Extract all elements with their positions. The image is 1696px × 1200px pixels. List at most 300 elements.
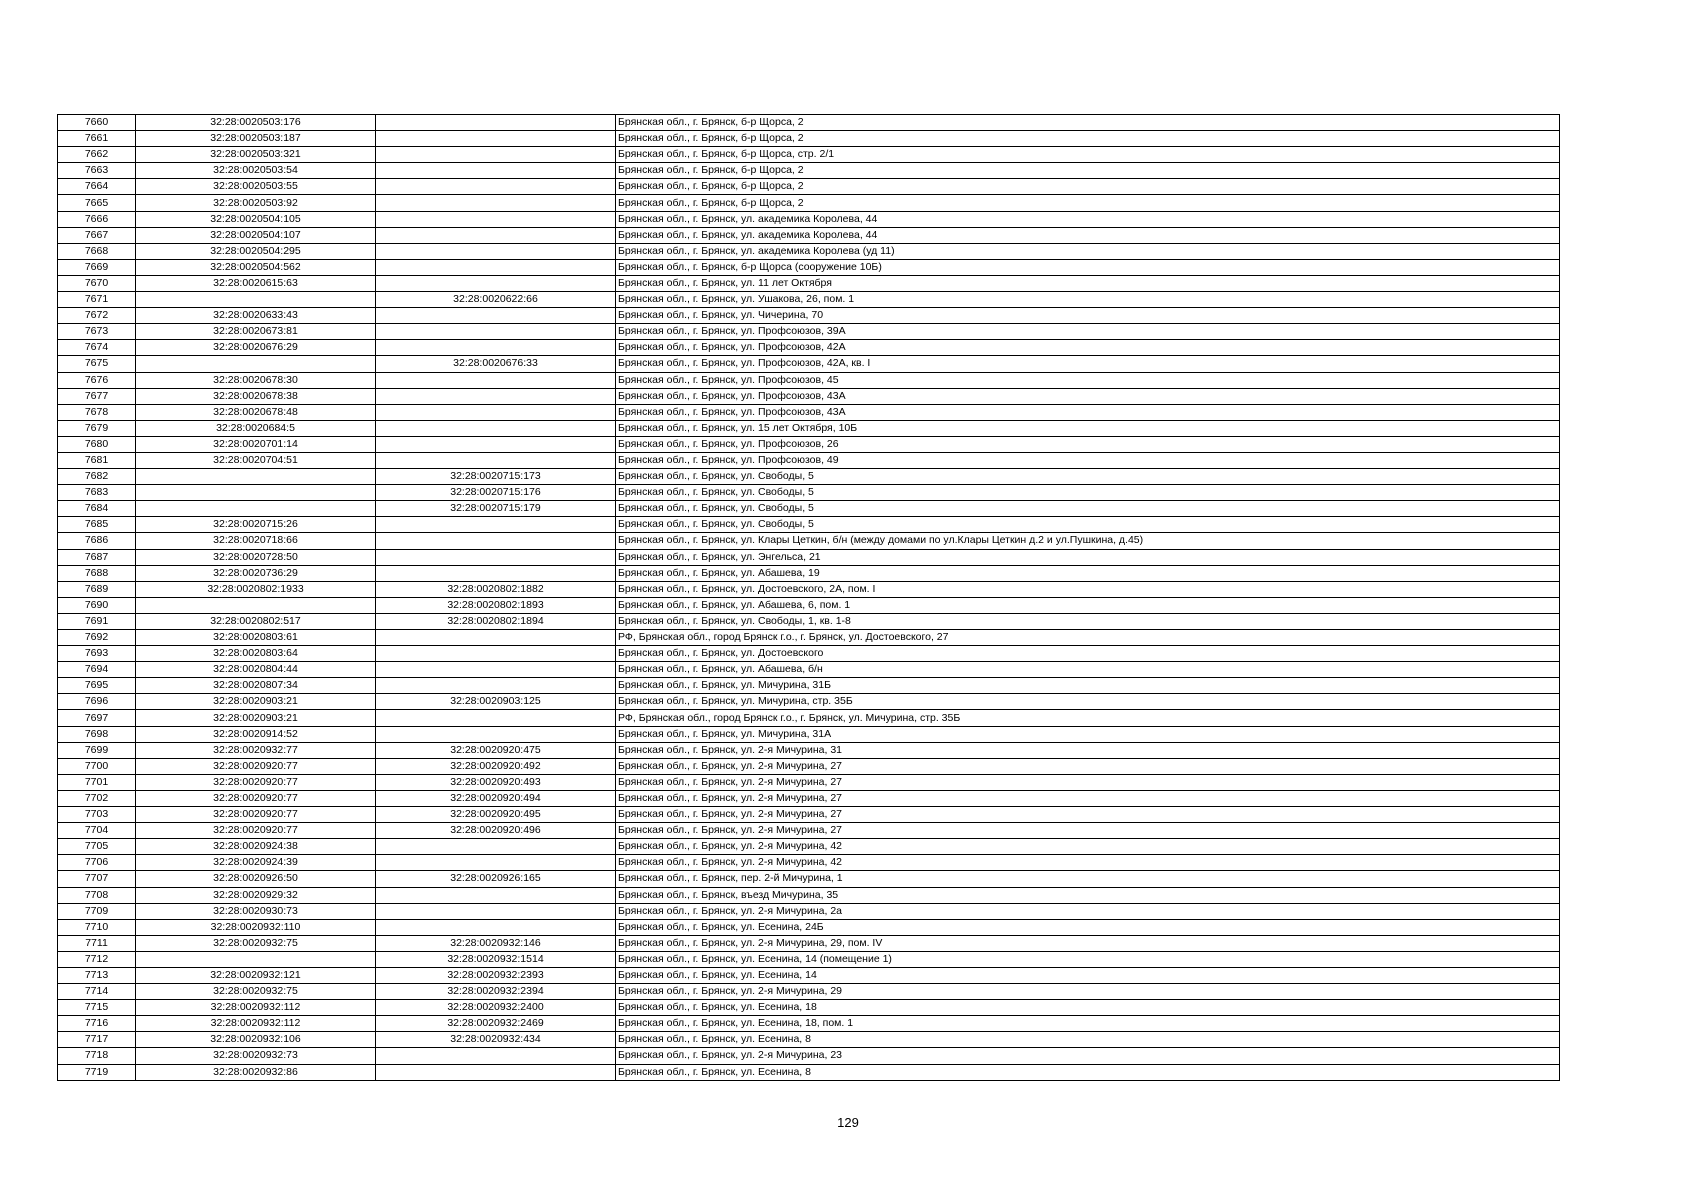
row-number-cell: 7671 [58, 292, 136, 308]
land-cadastral-number-cell: 32:28:0020807:34 [136, 678, 376, 694]
land-cadastral-number-cell: 32:28:0020728:50 [136, 549, 376, 565]
row-number-cell: 7695 [58, 678, 136, 694]
address-cell: Брянская обл., г. Брянск, ул. Энгельса, 21 [616, 549, 1560, 565]
row-number-cell: 7699 [58, 742, 136, 758]
table-row [58, 340, 1560, 356]
table-row [58, 1000, 1560, 1016]
row-number-cell: 7689 [58, 581, 136, 597]
table-row [58, 420, 1560, 436]
address-cell: Брянская обл., г. Брянск, ул. 2-я Мичурина, 27 [616, 807, 1560, 823]
table-row [58, 613, 1560, 629]
table-row [58, 195, 1560, 211]
row-number-cell: 7672 [58, 308, 136, 324]
land-cadastral-number-cell: 32:28:0020503:176 [136, 115, 376, 131]
row-number-cell: 7663 [58, 163, 136, 179]
table-row [58, 678, 1560, 694]
land-cadastral-number-cell: 32:28:0020804:44 [136, 662, 376, 678]
address-cell: Брянская обл., г. Брянск, ул. Достоевского [616, 646, 1560, 662]
row-number-cell: 7713 [58, 967, 136, 983]
land-cadastral-number-cell [136, 292, 376, 308]
building-cadastral-number-cell: 32:28:0020920:495 [376, 807, 616, 823]
building-cadastral-number-cell [376, 533, 616, 549]
table-row [58, 887, 1560, 903]
address-cell: Брянская обл., г. Брянск, б-р Щорса, 2 [616, 163, 1560, 179]
land-cadastral-number-cell [136, 597, 376, 613]
address-cell: Брянская обл., г. Брянск, ул. Свободы, 5 [616, 517, 1560, 533]
building-cadastral-number-cell [376, 308, 616, 324]
land-cadastral-number-cell [136, 951, 376, 967]
address-cell: Брянская обл., г. Брянск, ул. Профсоюзов, 43А [616, 404, 1560, 420]
building-cadastral-number-cell: 32:28:0020920:493 [376, 774, 616, 790]
land-cadastral-number-cell: 32:28:0020503:55 [136, 179, 376, 195]
land-cadastral-number-cell [136, 485, 376, 501]
building-cadastral-number-cell [376, 259, 616, 275]
table-row [58, 227, 1560, 243]
land-cadastral-number-cell: 32:28:0020932:112 [136, 1016, 376, 1032]
row-number-cell: 7664 [58, 179, 136, 195]
table-row [58, 501, 1560, 517]
land-cadastral-number-cell: 32:28:0020615:63 [136, 275, 376, 291]
address-cell: Брянская обл., г. Брянск, ул. 2-я Мичурина, 42 [616, 839, 1560, 855]
row-number-cell: 7687 [58, 549, 136, 565]
row-number-cell: 7706 [58, 855, 136, 871]
table-row [58, 533, 1560, 549]
address-cell: Брянская обл., г. Брянск, ул. Мичурина, стр. 35Б [616, 694, 1560, 710]
page-number: 129 [837, 1115, 859, 1130]
address-cell: Брянская обл., г. Брянск, ул. 2-я Мичурина, 23 [616, 1048, 1560, 1064]
land-cadastral-number-cell: 32:28:0020930:73 [136, 903, 376, 919]
building-cadastral-number-cell: 32:28:0020932:146 [376, 935, 616, 951]
table-row [58, 275, 1560, 291]
address-cell: Брянская обл., г. Брянск, ул. 2-я Мичурина, 2а [616, 903, 1560, 919]
row-number-cell: 7719 [58, 1064, 136, 1080]
table-row [58, 259, 1560, 275]
address-cell: Брянская обл., г. Брянск, ул. Есенина, 14 [616, 967, 1560, 983]
building-cadastral-number-cell: 32:28:0020715:173 [376, 469, 616, 485]
registry-table [57, 114, 1560, 1081]
row-number-cell: 7712 [58, 951, 136, 967]
address-cell: Брянская обл., г. Брянск, ул. Профсоюзов, 26 [616, 436, 1560, 452]
table-row [58, 839, 1560, 855]
table-row [58, 662, 1560, 678]
land-cadastral-number-cell [136, 356, 376, 372]
land-cadastral-number-cell: 32:28:0020684:5 [136, 420, 376, 436]
row-number-cell: 7705 [58, 839, 136, 855]
land-cadastral-number-cell: 32:28:0020678:38 [136, 388, 376, 404]
land-cadastral-number-cell: 32:28:0020803:64 [136, 646, 376, 662]
row-number-cell: 7707 [58, 871, 136, 887]
row-number-cell: 7691 [58, 613, 136, 629]
building-cadastral-number-cell [376, 646, 616, 662]
table-row [58, 115, 1560, 131]
table-row [58, 807, 1560, 823]
row-number-cell: 7684 [58, 501, 136, 517]
land-cadastral-number-cell: 32:28:0020920:77 [136, 790, 376, 806]
land-cadastral-number-cell: 32:28:0020932:86 [136, 1064, 376, 1080]
row-number-cell: 7693 [58, 646, 136, 662]
row-number-cell: 7710 [58, 919, 136, 935]
table-row [58, 935, 1560, 951]
address-cell: Брянская обл., г. Брянск, ул. 15 лет Октября, 10Б [616, 420, 1560, 436]
building-cadastral-number-cell [376, 1064, 616, 1080]
land-cadastral-number-cell: 32:28:0020932:106 [136, 1032, 376, 1048]
address-cell: РФ, Брянская обл., город Брянск г.о., г. Брянск, ул. Мичурина, стр. 35Б [616, 710, 1560, 726]
table-row [58, 388, 1560, 404]
table-row [58, 517, 1560, 533]
land-cadastral-number-cell: 32:28:0020932:75 [136, 984, 376, 1000]
building-cadastral-number-cell: 32:28:0020802:1893 [376, 597, 616, 613]
table-row [58, 243, 1560, 259]
address-cell: Брянская обл., г. Брянск, ул. 2-я Мичурина, 29, пом. IV [616, 935, 1560, 951]
row-number-cell: 7690 [58, 597, 136, 613]
building-cadastral-number-cell: 32:28:0020932:2469 [376, 1016, 616, 1032]
land-cadastral-number-cell: 32:28:0020926:50 [136, 871, 376, 887]
address-cell: Брянская обл., г. Брянск, ул. Профсоюзов, 39А [616, 324, 1560, 340]
building-cadastral-number-cell: 32:28:0020932:1514 [376, 951, 616, 967]
address-cell: Брянская обл., г. Брянск, ул. академика Королева, 44 [616, 227, 1560, 243]
building-cadastral-number-cell [376, 372, 616, 388]
address-cell: Брянская обл., г. Брянск, ул. 2-я Мичурина, 27 [616, 758, 1560, 774]
building-cadastral-number-cell: 32:28:0020715:179 [376, 501, 616, 517]
row-number-cell: 7677 [58, 388, 136, 404]
building-cadastral-number-cell [376, 710, 616, 726]
row-number-cell: 7676 [58, 372, 136, 388]
row-number-cell: 7716 [58, 1016, 136, 1032]
address-cell: Брянская обл., г. Брянск, ул. Абашева, 19 [616, 565, 1560, 581]
land-cadastral-number-cell: 32:28:0020673:81 [136, 324, 376, 340]
building-cadastral-number-cell [376, 517, 616, 533]
row-number-cell: 7673 [58, 324, 136, 340]
row-number-cell: 7688 [58, 565, 136, 581]
land-cadastral-number-cell: 32:28:0020802:1933 [136, 581, 376, 597]
row-number-cell: 7661 [58, 131, 136, 147]
table-row [58, 131, 1560, 147]
row-number-cell: 7686 [58, 533, 136, 549]
land-cadastral-number-cell: 32:28:0020932:121 [136, 967, 376, 983]
address-cell: Брянская обл., г. Брянск, пер. 2-й Мичурина, 1 [616, 871, 1560, 887]
land-cadastral-number-cell: 32:28:0020503:187 [136, 131, 376, 147]
land-cadastral-number-cell: 32:28:0020503:54 [136, 163, 376, 179]
row-number-cell: 7711 [58, 935, 136, 951]
table-row [58, 308, 1560, 324]
land-cadastral-number-cell: 32:28:0020504:105 [136, 211, 376, 227]
row-number-cell: 7678 [58, 404, 136, 420]
row-number-cell: 7715 [58, 1000, 136, 1016]
row-number-cell: 7704 [58, 823, 136, 839]
table-row [58, 549, 1560, 565]
building-cadastral-number-cell: 32:28:0020932:2400 [376, 1000, 616, 1016]
building-cadastral-number-cell [376, 147, 616, 163]
building-cadastral-number-cell [376, 565, 616, 581]
table-row [58, 485, 1560, 501]
address-cell: Брянская обл., г. Брянск, ул. Есенина, 18, пом. 1 [616, 1016, 1560, 1032]
land-cadastral-number-cell: 32:28:0020920:77 [136, 758, 376, 774]
land-cadastral-number-cell: 32:28:0020932:75 [136, 935, 376, 951]
row-number-cell: 7660 [58, 115, 136, 131]
land-cadastral-number-cell: 32:28:0020924:38 [136, 839, 376, 855]
row-number-cell: 7718 [58, 1048, 136, 1064]
land-cadastral-number-cell: 32:28:0020929:32 [136, 887, 376, 903]
address-cell: Брянская обл., г. Брянск, ул. Есенина, 18 [616, 1000, 1560, 1016]
address-cell: Брянская обл., г. Брянск, ул. Профсоюзов, 49 [616, 452, 1560, 468]
building-cadastral-number-cell [376, 179, 616, 195]
row-number-cell: 7667 [58, 227, 136, 243]
address-cell: Брянская обл., г. Брянск, ул. Абашева, 6, пом. 1 [616, 597, 1560, 613]
building-cadastral-number-cell [376, 1048, 616, 1064]
building-cadastral-number-cell: 32:28:0020802:1894 [376, 613, 616, 629]
address-cell: Брянская обл., г. Брянск, ул. 11 лет Октября [616, 275, 1560, 291]
building-cadastral-number-cell [376, 404, 616, 420]
address-cell: Брянская обл., г. Брянск, ул. Свободы, 1, кв. 1-8 [616, 613, 1560, 629]
table-row [58, 469, 1560, 485]
building-cadastral-number-cell [376, 436, 616, 452]
row-number-cell: 7702 [58, 790, 136, 806]
row-number-cell: 7675 [58, 356, 136, 372]
building-cadastral-number-cell [376, 388, 616, 404]
address-cell: Брянская обл., г. Брянск, ул. Свободы, 5 [616, 485, 1560, 501]
land-cadastral-number-cell: 32:28:0020736:29 [136, 565, 376, 581]
building-cadastral-number-cell: 32:28:0020676:33 [376, 356, 616, 372]
building-cadastral-number-cell [376, 420, 616, 436]
building-cadastral-number-cell [376, 115, 616, 131]
building-cadastral-number-cell: 32:28:0020920:494 [376, 790, 616, 806]
land-cadastral-number-cell: 32:28:0020914:52 [136, 726, 376, 742]
address-cell: Брянская обл., г. Брянск, б-р Щорса, стр. 2/1 [616, 147, 1560, 163]
address-cell: Брянская обл., г. Брянск, ул. 2-я Мичурина, 31 [616, 742, 1560, 758]
table-row [58, 951, 1560, 967]
row-number-cell: 7696 [58, 694, 136, 710]
building-cadastral-number-cell: 32:28:0020926:165 [376, 871, 616, 887]
table-row [58, 630, 1560, 646]
table-row [58, 292, 1560, 308]
table-row [58, 742, 1560, 758]
address-cell: Брянская обл., г. Брянск, ул. Мичурина, 31А [616, 726, 1560, 742]
address-cell: Брянская обл., г. Брянск, ул. Есенина, 8 [616, 1032, 1560, 1048]
address-cell: Брянская обл., г. Брянск, б-р Щорса (сооружение 10Б) [616, 259, 1560, 275]
building-cadastral-number-cell: 32:28:0020903:125 [376, 694, 616, 710]
address-cell: Брянская обл., г. Брянск, въезд Мичурина, 35 [616, 887, 1560, 903]
building-cadastral-number-cell [376, 163, 616, 179]
row-number-cell: 7682 [58, 469, 136, 485]
building-cadastral-number-cell [376, 903, 616, 919]
table-row [58, 356, 1560, 372]
building-cadastral-number-cell [376, 549, 616, 565]
address-cell: Брянская обл., г. Брянск, ул. Мичурина, 31Б [616, 678, 1560, 694]
building-cadastral-number-cell: 32:28:0020932:2394 [376, 984, 616, 1000]
row-number-cell: 7708 [58, 887, 136, 903]
building-cadastral-number-cell [376, 726, 616, 742]
row-number-cell: 7701 [58, 774, 136, 790]
land-cadastral-number-cell: 32:28:0020920:77 [136, 823, 376, 839]
row-number-cell: 7692 [58, 630, 136, 646]
address-cell: Брянская обл., г. Брянск, ул. Профсоюзов, 43А [616, 388, 1560, 404]
table-row [58, 774, 1560, 790]
address-cell: Брянская обл., г. Брянск, ул. Свободы, 5 [616, 501, 1560, 517]
building-cadastral-number-cell [376, 919, 616, 935]
table-row [58, 871, 1560, 887]
address-cell: Брянская обл., г. Брянск, ул. 2-я Мичурина, 29 [616, 984, 1560, 1000]
address-cell: Брянская обл., г. Брянск, ул. Профсоюзов, 42А [616, 340, 1560, 356]
address-cell: Брянская обл., г. Брянск, ул. Есенина, 8 [616, 1064, 1560, 1080]
land-cadastral-number-cell: 32:28:0020903:21 [136, 710, 376, 726]
table-row [58, 324, 1560, 340]
address-cell: Брянская обл., г. Брянск, ул. Абашева, б/н [616, 662, 1560, 678]
table-row [58, 790, 1560, 806]
address-cell: Брянская обл., г. Брянск, б-р Щорса, 2 [616, 131, 1560, 147]
address-cell: Брянская обл., г. Брянск, ул. Чичерина, 70 [616, 308, 1560, 324]
building-cadastral-number-cell: 32:28:0020715:176 [376, 485, 616, 501]
land-cadastral-number-cell: 32:28:0020932:110 [136, 919, 376, 935]
row-number-cell: 7703 [58, 807, 136, 823]
address-cell: Брянская обл., г. Брянск, ул. Достоевского, 2А, пом. I [616, 581, 1560, 597]
land-cadastral-number-cell: 32:28:0020802:517 [136, 613, 376, 629]
row-number-cell: 7698 [58, 726, 136, 742]
building-cadastral-number-cell: 32:28:0020802:1882 [376, 581, 616, 597]
row-number-cell: 7662 [58, 147, 136, 163]
address-cell: Брянская обл., г. Брянск, ул. Профсоюзов, 45 [616, 372, 1560, 388]
table-row [58, 903, 1560, 919]
building-cadastral-number-cell [376, 195, 616, 211]
land-cadastral-number-cell: 32:28:0020503:92 [136, 195, 376, 211]
table-row [58, 147, 1560, 163]
building-cadastral-number-cell: 32:28:0020920:492 [376, 758, 616, 774]
table-row [58, 597, 1560, 613]
land-cadastral-number-cell: 32:28:0020715:26 [136, 517, 376, 533]
land-cadastral-number-cell: 32:28:0020504:107 [136, 227, 376, 243]
land-cadastral-number-cell: 32:28:0020718:66 [136, 533, 376, 549]
land-cadastral-number-cell [136, 501, 376, 517]
row-number-cell: 7669 [58, 259, 136, 275]
table-row [58, 1048, 1560, 1064]
address-cell: Брянская обл., г. Брянск, ул. 2-я Мичурина, 27 [616, 774, 1560, 790]
building-cadastral-number-cell [376, 211, 616, 227]
land-cadastral-number-cell: 32:28:0020932:77 [136, 742, 376, 758]
address-cell: Брянская обл., г. Брянск, ул. 2-я Мичурина, 27 [616, 823, 1560, 839]
row-number-cell: 7679 [58, 420, 136, 436]
building-cadastral-number-cell [376, 340, 616, 356]
row-number-cell: 7717 [58, 1032, 136, 1048]
row-number-cell: 7700 [58, 758, 136, 774]
row-number-cell: 7670 [58, 275, 136, 291]
land-cadastral-number-cell: 32:28:0020704:51 [136, 452, 376, 468]
building-cadastral-number-cell [376, 131, 616, 147]
building-cadastral-number-cell: 32:28:0020920:496 [376, 823, 616, 839]
row-number-cell: 7714 [58, 984, 136, 1000]
building-cadastral-number-cell [376, 678, 616, 694]
building-cadastral-number-cell: 32:28:0020920:475 [376, 742, 616, 758]
table-row [58, 694, 1560, 710]
land-cadastral-number-cell: 32:28:0020503:321 [136, 147, 376, 163]
row-number-cell: 7668 [58, 243, 136, 259]
building-cadastral-number-cell [376, 855, 616, 871]
row-number-cell: 7680 [58, 436, 136, 452]
address-cell: Брянская обл., г. Брянск, ул. академика Королева, 44 [616, 211, 1560, 227]
building-cadastral-number-cell: 32:28:0020622:66 [376, 292, 616, 308]
building-cadastral-number-cell [376, 452, 616, 468]
land-cadastral-number-cell: 32:28:0020678:48 [136, 404, 376, 420]
address-cell: Брянская обл., г. Брянск, ул. академика Королева (уд 11) [616, 243, 1560, 259]
table-row [58, 823, 1560, 839]
table-row [58, 855, 1560, 871]
table-row [58, 1064, 1560, 1080]
table-row [58, 452, 1560, 468]
table-row [58, 919, 1560, 935]
land-cadastral-number-cell: 32:28:0020633:43 [136, 308, 376, 324]
building-cadastral-number-cell [376, 227, 616, 243]
row-number-cell: 7683 [58, 485, 136, 501]
address-cell: Брянская обл., г. Брянск, б-р Щорса, 2 [616, 195, 1560, 211]
land-cadastral-number-cell: 32:28:0020920:77 [136, 774, 376, 790]
building-cadastral-number-cell [376, 662, 616, 678]
land-cadastral-number-cell [136, 469, 376, 485]
table-row [58, 726, 1560, 742]
row-number-cell: 7674 [58, 340, 136, 356]
table-row [58, 967, 1560, 983]
row-number-cell: 7681 [58, 452, 136, 468]
row-number-cell: 7694 [58, 662, 136, 678]
address-cell: Брянская обл., г. Брянск, ул. 2-я Мичурина, 42 [616, 855, 1560, 871]
table-row [58, 1016, 1560, 1032]
registry-table-body [58, 115, 1560, 1081]
row-number-cell: 7685 [58, 517, 136, 533]
table-row [58, 436, 1560, 452]
building-cadastral-number-cell: 32:28:0020932:2393 [376, 967, 616, 983]
land-cadastral-number-cell: 32:28:0020920:77 [136, 807, 376, 823]
building-cadastral-number-cell [376, 275, 616, 291]
address-cell: Брянская обл., г. Брянск, ул. 2-я Мичурина, 27 [616, 790, 1560, 806]
land-cadastral-number-cell: 32:28:0020504:295 [136, 243, 376, 259]
address-cell: Брянская обл., г. Брянск, ул. Профсоюзов, 42А, кв. I [616, 356, 1560, 372]
land-cadastral-number-cell: 32:28:0020504:562 [136, 259, 376, 275]
land-cadastral-number-cell: 32:28:0020701:14 [136, 436, 376, 452]
building-cadastral-number-cell [376, 243, 616, 259]
building-cadastral-number-cell [376, 839, 616, 855]
table-row [58, 404, 1560, 420]
table-row [58, 565, 1560, 581]
building-cadastral-number-cell [376, 887, 616, 903]
address-cell: РФ, Брянская обл., город Брянск г.о., г. Брянск, ул. Достоевского, 27 [616, 630, 1560, 646]
address-cell: Брянская обл., г. Брянск, ул. Свободы, 5 [616, 469, 1560, 485]
table-row [58, 372, 1560, 388]
table-row [58, 179, 1560, 195]
land-cadastral-number-cell: 32:28:0020903:21 [136, 694, 376, 710]
address-cell: Брянская обл., г. Брянск, б-р Щорса, 2 [616, 179, 1560, 195]
land-cadastral-number-cell: 32:28:0020932:112 [136, 1000, 376, 1016]
address-cell: Брянская обл., г. Брянск, ул. Ушакова, 26, пом. 1 [616, 292, 1560, 308]
building-cadastral-number-cell [376, 324, 616, 340]
row-number-cell: 7666 [58, 211, 136, 227]
table-row [58, 646, 1560, 662]
land-cadastral-number-cell: 32:28:0020678:30 [136, 372, 376, 388]
table-row [58, 211, 1560, 227]
address-cell: Брянская обл., г. Брянск, ул. Клары Цеткин, б/н (между домами по ул.Клары Цеткин д.2 и ул.Пушкина, д.45) [616, 533, 1560, 549]
address-cell: Брянская обл., г. Брянск, ул. Есенина, 24Б [616, 919, 1560, 935]
address-cell: Брянская обл., г. Брянск, ул. Есенина, 14 (помещение 1) [616, 951, 1560, 967]
row-number-cell: 7709 [58, 903, 136, 919]
table-row [58, 984, 1560, 1000]
address-cell: Брянская обл., г. Брянск, б-р Щорса, 2 [616, 115, 1560, 131]
table-row [58, 163, 1560, 179]
table-row [58, 1032, 1560, 1048]
land-cadastral-number-cell: 32:28:0020932:73 [136, 1048, 376, 1064]
building-cadastral-number-cell [376, 630, 616, 646]
building-cadastral-number-cell: 32:28:0020932:434 [376, 1032, 616, 1048]
land-cadastral-number-cell: 32:28:0020924:39 [136, 855, 376, 871]
table-row [58, 710, 1560, 726]
table-row [58, 581, 1560, 597]
land-cadastral-number-cell: 32:28:0020676:29 [136, 340, 376, 356]
land-cadastral-number-cell: 32:28:0020803:61 [136, 630, 376, 646]
